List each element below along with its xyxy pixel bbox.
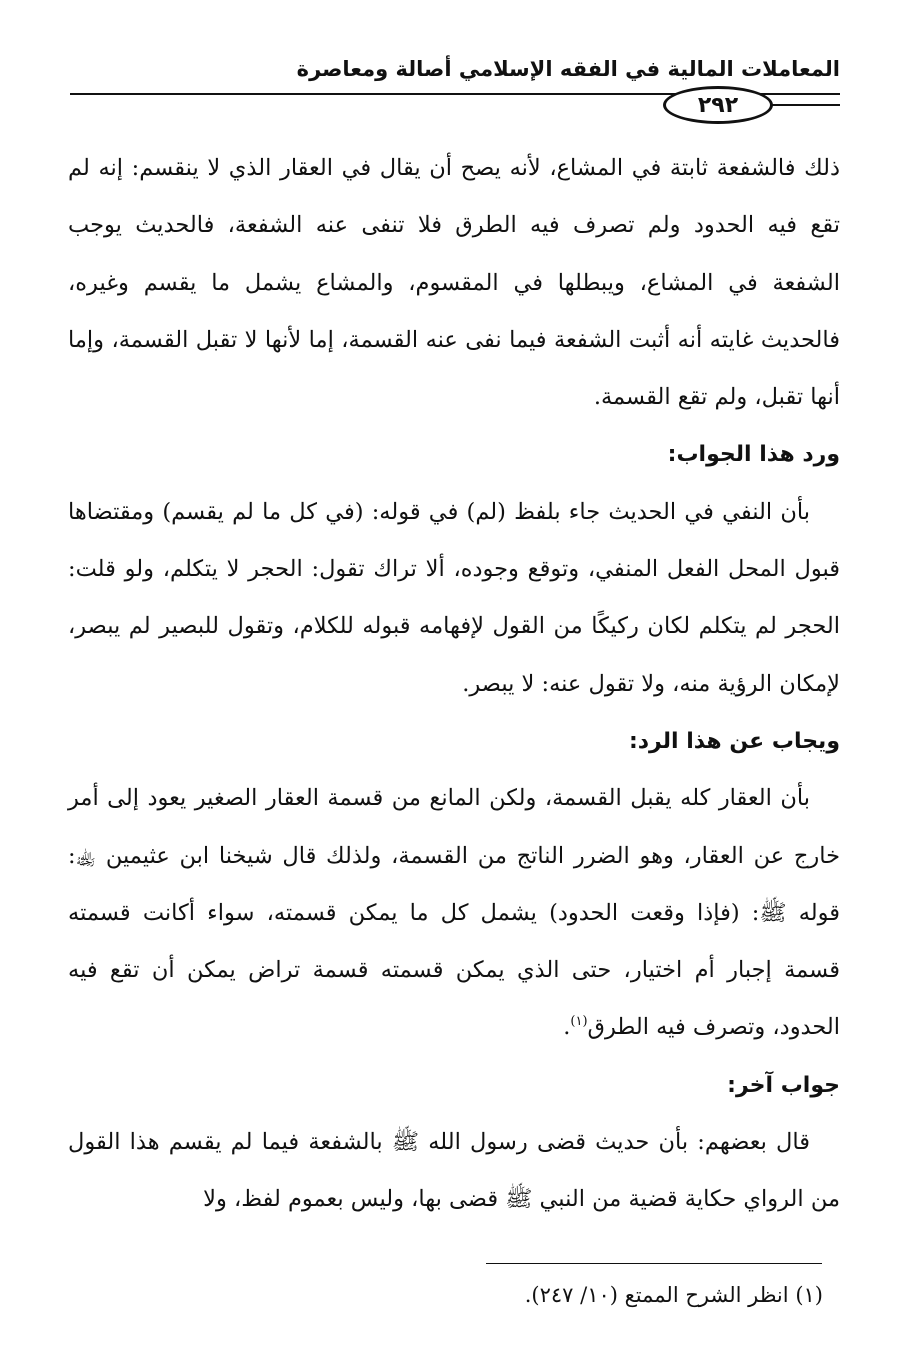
- page-number: ٢٩٢: [663, 86, 773, 124]
- section-heading: ويجاب عن هذا الرد:: [628, 728, 840, 754]
- main-text: [68, 140, 840, 1229]
- footnote-reference: (١): [570, 1014, 588, 1030]
- paragraph: بأن النفي في الحديث جاء بلفظ (لم) في قوله: (في كل ما لم يقسم) ومقتضاها قبول المحل الفعل المنفي، وتوقع وجوده، ألا تراك تقول: الحجر لا يتكلم، ولو قلت: الحجر لم يتكلم لكان ركيكًا من القول لإفهامه قبوله للكلام، وتقول للبصير لم يبصر، لإمكان الرؤية منه، ولا تقول عنه: لا يبصر.: [68, 498, 840, 697]
- footnote-marker: (١): [795, 1283, 823, 1307]
- paragraph: قال بعضهم: بأن حديث قضى رسول الله ﷺ بالشفعة فيما لم يقسم هذا القول من الرواي حكاية قضية من النبي ﷺ قضى بها، وليس بعموم لفظ، ولا: [68, 1129, 840, 1213]
- section-heading: جواب آخر:: [727, 1072, 840, 1098]
- paragraph-tail: .: [563, 1014, 571, 1041]
- paragraph: ذلك فالشفعة ثابتة في المشاع، لأنه يصح أن يقال في العقار الذي لا ينقسم: إنه لم تقع فيه الحدود ولم تصرف فيه الطرق فلا تنفى عنه الشفعة، فالحديث يوجب الشفعة في المشاع، ويبطلها في المقسوم، والمشاع يشمل ما يقسم وغيره، فالحديث غايته أنه أثبت الشفعة فيما نفى عنه القسمة، إما لأنها لا تقبل القسمة، وإما أنها تقبل، ولم تقع القسمة.: [68, 155, 840, 411]
- header-rule-right: [772, 104, 840, 106]
- footnote-text: انظر الشرح الممتع (١٠/ ٢٤٧).: [524, 1283, 789, 1307]
- footnote-rule: [486, 1263, 822, 1264]
- footnote: [68, 1280, 823, 1310]
- paragraph: [68, 770, 840, 1056]
- running-title: المعاملات المالية في الفقه الإسلامي أصالة ومعاصرة: [296, 57, 840, 81]
- paragraph-text: بأن العقار كله يقبل القسمة، ولكن المانع من قسمة العقار الصغير يعود إلى أمر خارج عن العقار، وهو الضرر الناتج من القسمة، ولذلك قال شيخنا ابن عثيمين ﵀: قوله ﷺ: (فإذا وقعت الحدود) يشمل كل ما يمكن قسمته، سواء أكانت قسمته قسمة إجبار أم اختيار، حتى الذي يمكن قسمته قسمة تراض يمكن أن تقع فيه الحدود، وتصرف فيه الطرق: [68, 785, 840, 1041]
- section-heading: ورد هذا الجواب:: [667, 442, 840, 468]
